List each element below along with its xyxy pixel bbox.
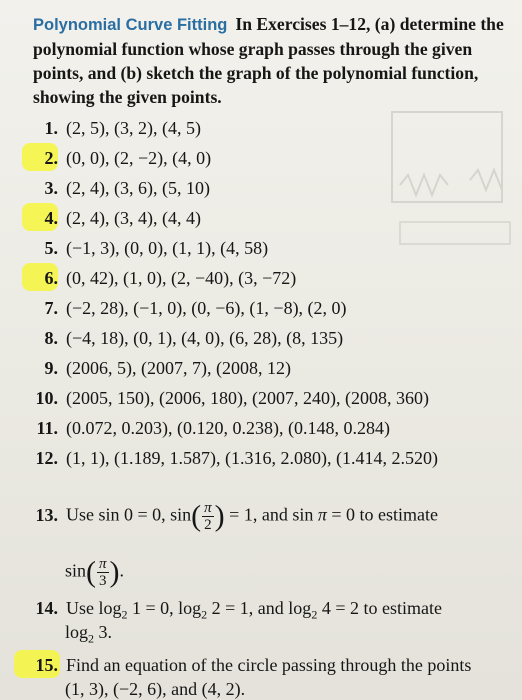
ex13-tail: = 0 to estimate bbox=[331, 504, 438, 525]
exercise-8 bbox=[28, 328, 343, 348]
exercise-13: 13. Use sin 0 = 0, sin( $\frac{\pi}{2}$ ) = 1, and sin π = 0 to estimate bbox=[28, 500, 438, 533]
exercise-number: 8. bbox=[44, 328, 58, 348]
fraction-pi-over-2: $\frac{\pi}{2}$ bbox=[204, 500, 212, 533]
exercise-number: 2. bbox=[44, 148, 58, 168]
exercise-5 bbox=[28, 238, 268, 258]
exercise-points: (0, 0), (2, −2), (4, 0) bbox=[66, 148, 212, 168]
exercise-number: 9. bbox=[44, 358, 58, 378]
exercise-number: 5. bbox=[44, 238, 58, 258]
ex13-sin: sin bbox=[65, 560, 87, 581]
exercise-number: 15. bbox=[35, 655, 58, 675]
exercise-2 bbox=[28, 148, 211, 168]
exercise-number: 10. bbox=[35, 388, 58, 408]
section-heading: Polynomial Curve Fitting bbox=[33, 16, 228, 34]
exercise-12 bbox=[28, 448, 438, 468]
exercise-number: 14. bbox=[35, 598, 58, 618]
exercise-number: 4. bbox=[44, 208, 58, 228]
exercise-number: 6. bbox=[44, 268, 58, 288]
exercise-6 bbox=[28, 268, 296, 288]
exercise-points: (−2, 28), (−1, 0), (0, −6), (1, −8), (2, 0) bbox=[66, 298, 347, 318]
exercise-points: (2, 5), (3, 2), (4, 5) bbox=[66, 118, 201, 138]
fraction-pi-over-3: $\frac{\pi}{3}$ bbox=[99, 556, 107, 589]
exercise-number: 13. bbox=[35, 504, 58, 525]
exercise-1 bbox=[28, 118, 201, 138]
exercise-points: (2006, 5), (2007, 7), (2008, 12) bbox=[66, 358, 291, 378]
intro-text: In Exercises 1–12, (a) determine the polynomial function whose graph passes through the given points, and (b) sketch the graph of the polynomial function, showing the given points. bbox=[33, 14, 504, 107]
exercise-points: (2, 4), (3, 4), (4, 4) bbox=[66, 208, 201, 228]
intro-paragraph bbox=[33, 12, 517, 109]
exercise-14-line2: $\log_2 3$. bbox=[65, 622, 113, 646]
exercise-points: (−4, 18), (0, 1), (4, 0), (6, 28), (8, 135) bbox=[66, 328, 344, 348]
exercise-number: 3. bbox=[44, 178, 58, 198]
exercise-15: 15. Find an equation of the circle passing through the points bbox=[28, 655, 471, 675]
exercise-number: 1. bbox=[44, 118, 58, 138]
ex13-lead: Use sin 0 = 0, sin bbox=[66, 504, 192, 525]
exercise-10 bbox=[28, 388, 429, 408]
exercise-3 bbox=[28, 178, 210, 198]
pi-symbol: π bbox=[317, 504, 327, 525]
exercise-15-line2: (1, 3), (−2, 6), and (4, 2). bbox=[65, 679, 246, 699]
exercise-number: 12. bbox=[35, 448, 58, 468]
exercise-number: 7. bbox=[44, 298, 58, 318]
exercise-points: (2, 4), (3, 6), (5, 10) bbox=[66, 178, 210, 198]
exercise-points: (−1, 3), (0, 0), (1, 1), (4, 58) bbox=[66, 238, 269, 258]
exercise-points: (0.072, 0.203), (0.120, 0.238), (0.148, 0.284) bbox=[66, 418, 390, 438]
exercise-points: (1, 1), (1.189, 1.587), (1.316, 2.080), (1.414, 2.520) bbox=[66, 448, 438, 468]
exercise-13-line2: sin( $\frac{\pi}{3}$ ). bbox=[65, 555, 125, 589]
exercise-4 bbox=[28, 208, 201, 228]
exercise-9 bbox=[28, 358, 291, 378]
ex13-mid: = 1, and sin bbox=[229, 504, 314, 525]
exercise-7 bbox=[28, 298, 347, 318]
exercise-points: (0, 42), (1, 0), (2, −40), (3, −72) bbox=[66, 268, 297, 288]
exercise-points: (2005, 150), (2006, 180), (2007, 240), (2008, 360) bbox=[66, 388, 429, 408]
exercise-14: 14. Use $\log_2 1 = 0$, $\log_2 2 = 1$, and $\log_2 4 = 2$ to estimate bbox=[28, 598, 442, 625]
exercise-11 bbox=[28, 418, 390, 438]
exercise-number: 11. bbox=[36, 418, 58, 438]
